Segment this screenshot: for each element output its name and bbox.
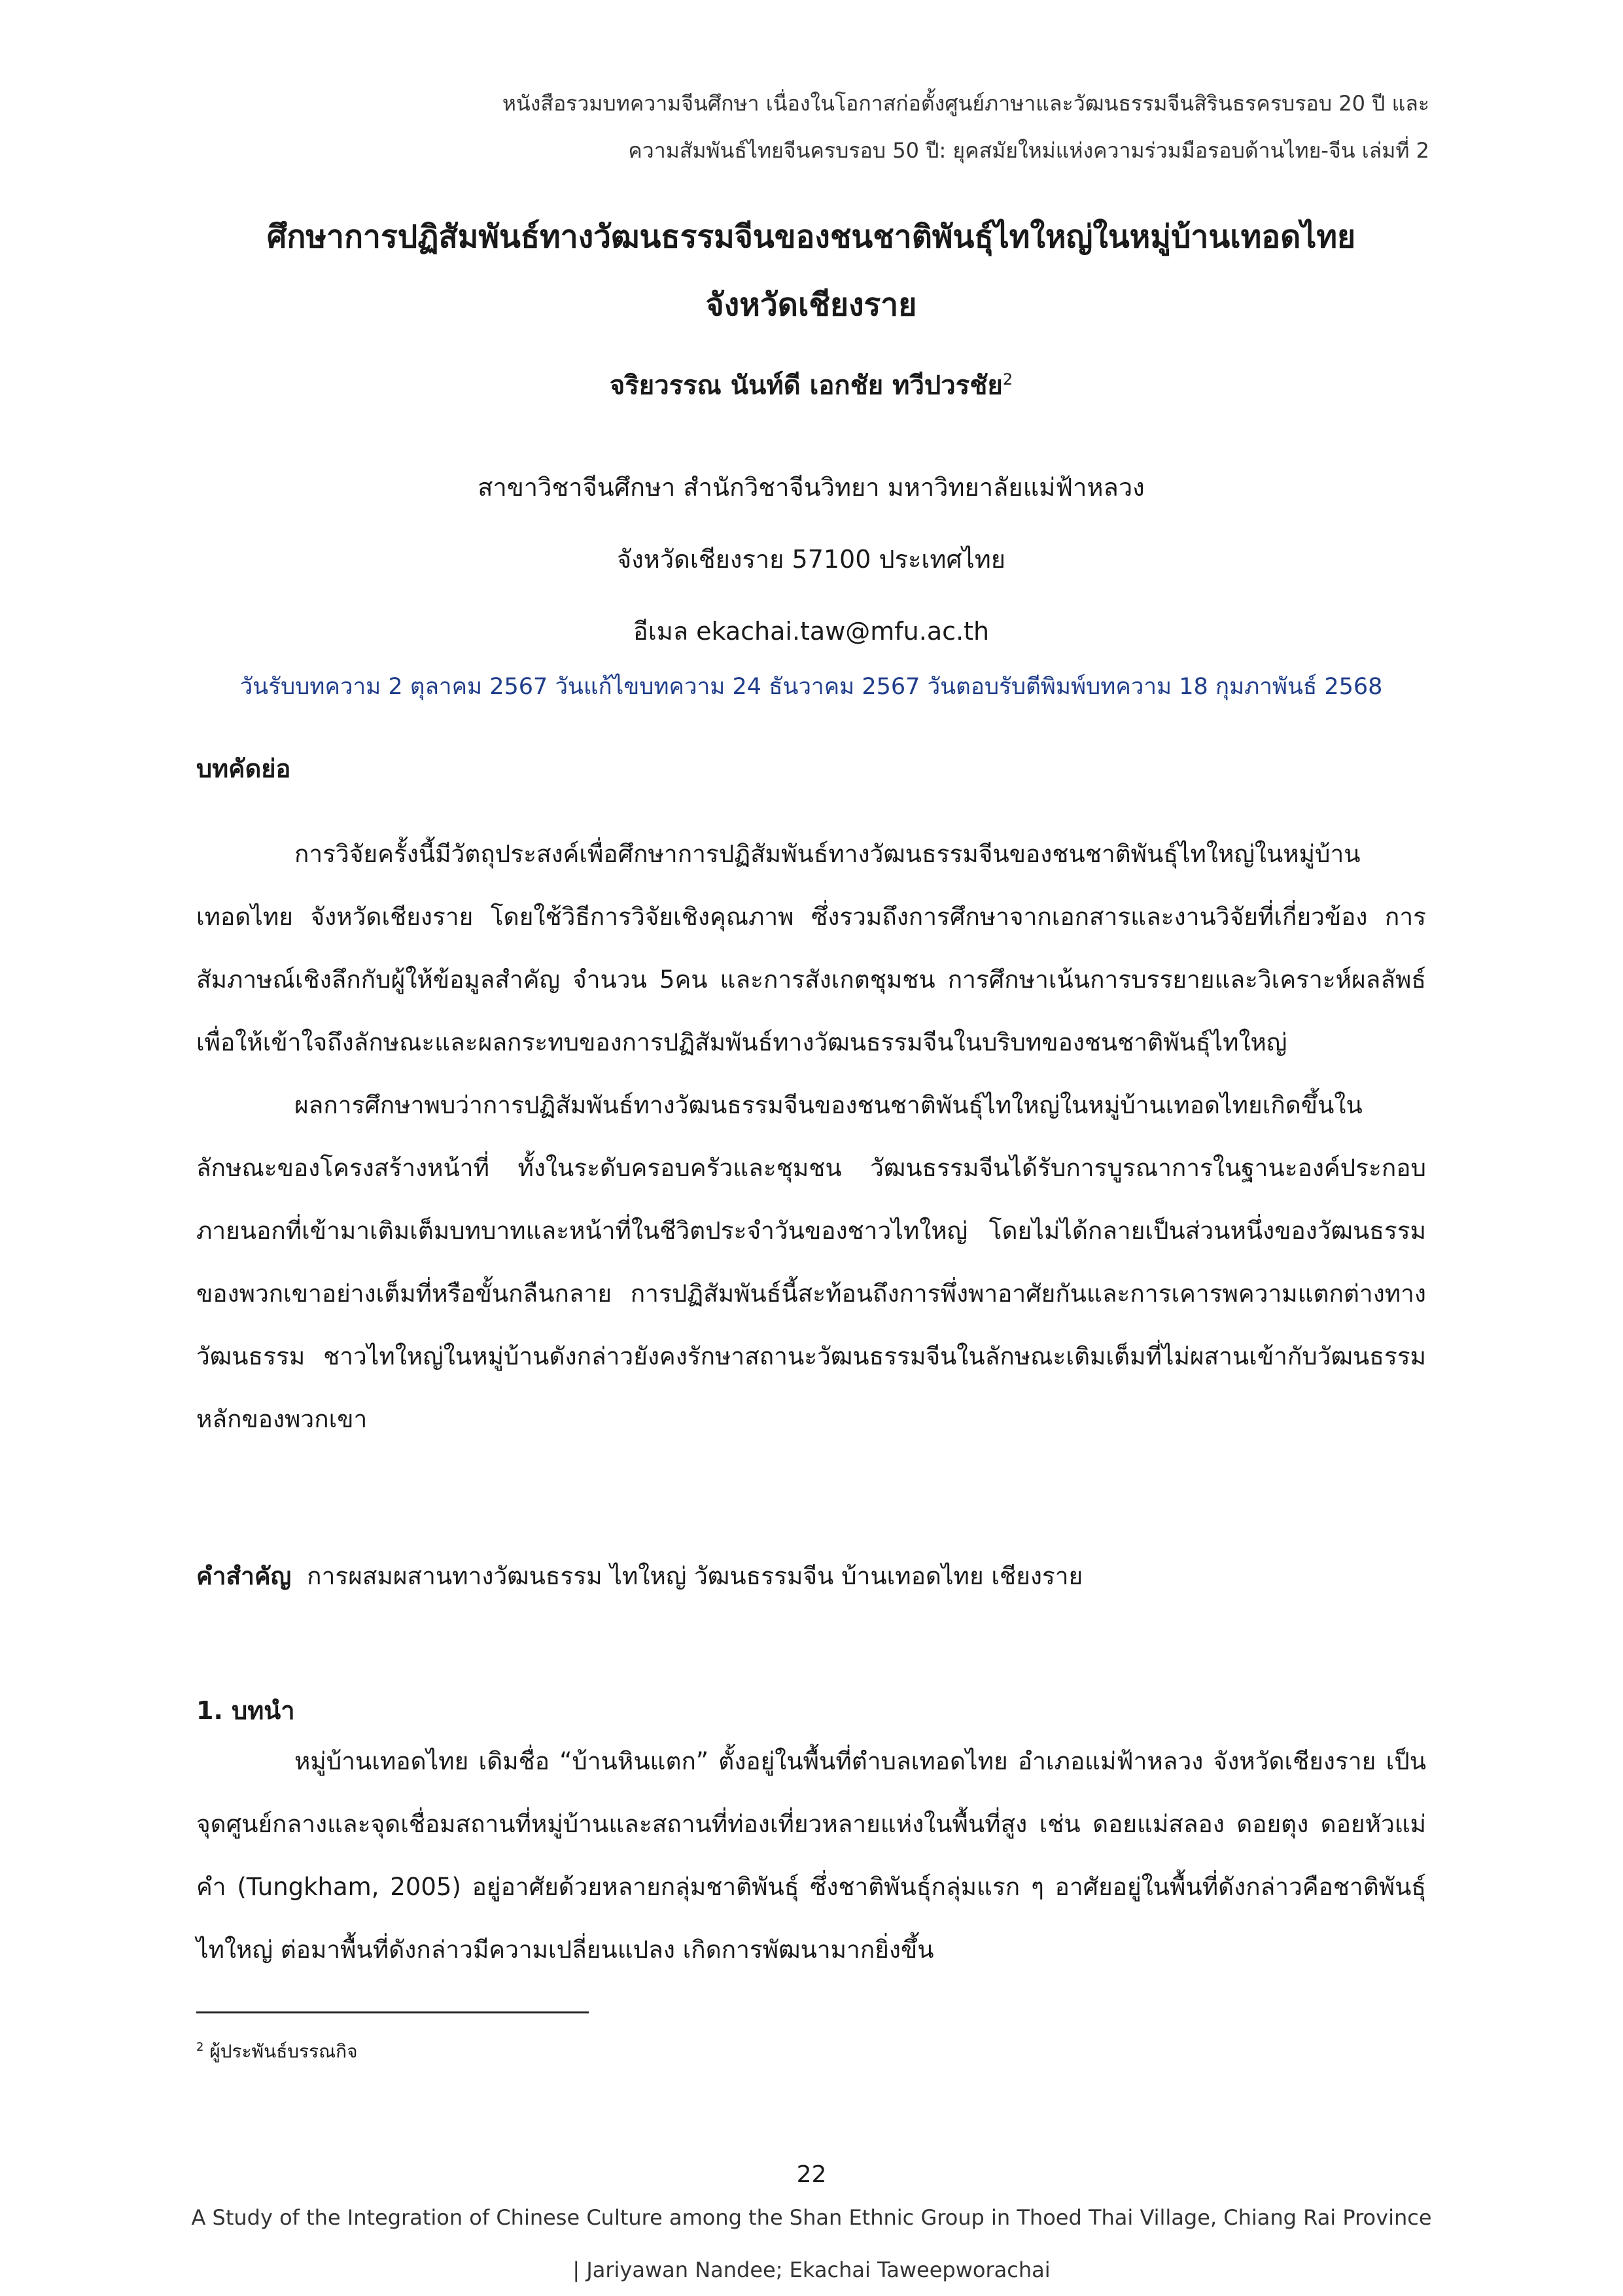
keywords-label: คำสำคัญ <box>196 1562 292 1590</box>
running-footer-line: A Study of the Integration of Chinese Culture among the Shan Ethnic Group in Thoed Thai Village, Chiang Rai Province <box>191 2205 1432 2230</box>
running-header-line: หนังสือรวมบทความจีนศึกษา เนื่องในโอกาสก่อตั้งศูนย์ภาษาและวัฒนธรรมจีนสิรินธรครบรอบ 20 ปี และ <box>502 91 1429 116</box>
footnote-mark: 2 <box>196 2040 204 2054</box>
running-header <box>186 80 1429 174</box>
keywords-text: การผสมผสานทางวัฒนธรรม ไทใหญ่ วัฒนธรรมจีน บ้านเทอดไทย เชียงราย <box>307 1562 1083 1590</box>
abstract-heading: บทคัดย่อ <box>196 754 291 783</box>
affiliation-email: อีเมล ekachai.taw@mfu.ac.th <box>633 617 990 646</box>
running-footer-line: | Jariyawan Nandee; Ekachai Taweepworachai <box>572 2257 1051 2282</box>
running-footer <box>0 2191 1623 2296</box>
running-header-line: ความสัมพันธ์ไทยจีนครบรอบ 50 ปี: ยุคสมัยใหม่แห่งความร่วมมือรอบด้านไทย-จีน เล่มที่ 2 <box>628 138 1429 163</box>
footnote-divider <box>196 2011 589 2013</box>
introduction-paragraph: หมู่บ้านเทอดไทย เดิมชื่อ “บ้านหินแตก” ตั้งอยู่ในพื้นที่ตำบลเทอดไทย อำเภอแม่ฟ้าหลวง จังหวัดเชียงราย เป็นจุดศูนย์กลางและจุดเชื่อมสถานที่หมู่บ้านและสถานที่ท่องเที่ยวหลายแห่งในพื้นที่สูง เช่น ดอยแม่สลอง ดอยตุง ดอยหัวแม่คำ (Tungkham, 2005) อยู่อาศัยด้วยหลายกลุ่มชาติพันธุ์ ซึ่งชาติพันธุ์กลุ่มแรก ๆ อาศัยอยู่ในพื้นที่ดังกล่าวคือชาติพันธุ์ไทใหญ่ ต่อมาพื้นที่ดังกล่าวมีความเปลี่ยนแปลง เกิดการพัฒนามากยิ่งขึ้น <box>196 1747 1426 1964</box>
abstract-paragraph: ผลการศึกษาพบว่าการปฏิสัมพันธ์ทางวัฒนธรรมจีนของชนชาติพันธุ์ไทใหญ่ในหมู่บ้านเทอดไทยเกิดขึ้นในลักษณะของโครงสร้างหน้าที่ ทั้งในระดับครอบครัวและชุมชน วัฒนธรรมจีนได้รับการบูรณาการในฐานะองค์ประกอบภายนอกที่เข้ามาเติมเต็มบทบาทและหน้าที่ในชีวิตประจำวันของชาวไทใหญ่ โดยไม่ได้กลายเป็นส่วนหนึ่งของวัฒนธรรมของพวกเขาอย่างเต็มที่หรือขั้นกลืนกลาย การปฏิสัมพันธ์นี้สะท้อนถึงการพึ่งพาอาศัยกันและการเคารพความแตกต่างทางวัฒนธรรม ชาวไทใหญ่ในหมู่บ้านดังกล่าวยังคงรักษาสถานะวัฒนธรรมจีนในลักษณะเติมเต็มที่ไม่ผสานเข้ากับวัฒนธรรมหลักของพวกเขา <box>196 1091 1426 1433</box>
introduction-body <box>196 1730 1426 1981</box>
introduction-heading: 1. บทนำ <box>196 1696 295 1725</box>
footnote-text: ผู้ประพันธ์บรรณกิจ <box>209 2040 358 2062</box>
keywords <box>196 1554 1426 1599</box>
title-line: จังหวัดเชียงราย <box>705 287 917 323</box>
page-number: 22 <box>796 2161 827 2188</box>
affiliation <box>196 451 1426 667</box>
author-names: จริยวรรณ นันท์ดี เอกชัย ทวีปวรชัย <box>609 370 1003 401</box>
author-line <box>196 357 1426 408</box>
abstract-body <box>196 823 1426 1451</box>
article-dates: วันรับบทความ 2 ตุลาคม 2567 วันแก้ไขบทความ 24 ธันวาคม 2567 วันตอบรับตีพิมพ์บทความ 18 กุมภาพันธ์ 2568 <box>239 674 1383 700</box>
footnote <box>196 2031 358 2068</box>
title-line: ศึกษาการปฏิสัมพันธ์ทางวัฒนธรรมจีนของชนชาติพันธุ์ไทใหญ่ในหมู่บ้านเทอดไทย <box>266 218 1356 255</box>
abstract-paragraph: การวิจัยครั้งนี้มีวัตถุประสงค์เพื่อศึกษาการปฏิสัมพันธ์ทางวัฒนธรรมจีนของชนชาติพันธุ์ไทใหญ่ในหมู่บ้านเทอดไทย จังหวัดเชียงราย โดยใช้วิธีการวิจัยเชิงคุณภาพ ซึ่งรวมถึงการศึกษาจากเอกสารและงานวิจัยที่เกี่ยวข้อง การสัมภาษณ์เชิงลึกกับผู้ให้ข้อมูลสำคัญ จำนวน 5คน และการสังเกตชุมชน การศึกษาเน้นการบรรยายและวิเคราะห์ผลลัพธ์เพื่อให้เข้าใจถึงลักษณะและผลกระทบของการปฏิสัมพันธ์ทางวัฒนธรรมจีนในบริบทของชนชาติพันธุ์ไทใหญ่ <box>196 840 1426 1056</box>
paper-title <box>196 203 1426 339</box>
author-footnote-mark: 2 <box>1002 370 1013 389</box>
affiliation-line: จังหวัดเชียงราย 57100 ประเทศไทย <box>616 545 1006 574</box>
affiliation-line: สาขาวิชาจีนศึกษา สำนักวิชาจีนวิทยา มหาวิทยาลัยแม่ฟ้าหลวง <box>478 473 1145 502</box>
